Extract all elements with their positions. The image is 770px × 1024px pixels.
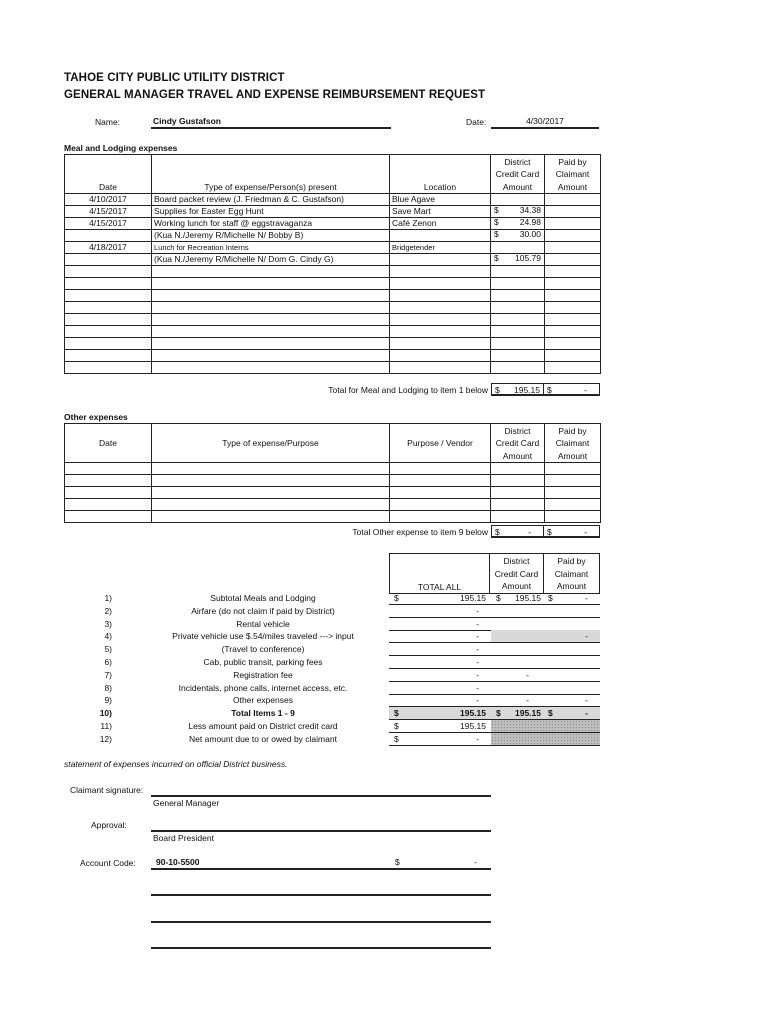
meal-district-value: 34.38: [519, 205, 541, 215]
district-header-line: District: [504, 425, 531, 436]
summary-district-currency: $: [496, 593, 501, 603]
summary-district-header: [490, 554, 544, 593]
account-code-line-4[interactable]: [151, 936, 491, 949]
summary-total-currency: $: [394, 708, 399, 719]
summary-row: [64, 592, 600, 605]
meal-row[interactable]: [65, 302, 601, 314]
meal-location-cell[interactable]: [390, 350, 491, 362]
summary-total-value: 195.15: [460, 708, 486, 719]
meal-location-cell[interactable]: [390, 230, 491, 242]
meal-claimant-cell[interactable]: [545, 230, 601, 242]
meal-date-cell[interactable]: [65, 350, 152, 362]
summary-district-value: -: [526, 669, 529, 680]
district-header-line: Amount: [502, 181, 533, 192]
row-underline: [389, 745, 600, 746]
summary-item-label: Registration fee: [233, 669, 293, 680]
summary-claimant-value: -: [585, 708, 588, 719]
claimant-header-line: Paid by: [557, 556, 586, 566]
summary-row: [64, 707, 600, 720]
meal-date-cell[interactable]: 4/18/2017: [65, 242, 152, 254]
meal-district-cell[interactable]: [491, 302, 545, 314]
meal-location-cell[interactable]: [390, 338, 491, 350]
summary-district-value: -: [526, 695, 529, 706]
other-header-row: [65, 424, 601, 463]
district-header-line: Amount: [502, 450, 533, 461]
col-location-header: Location: [390, 155, 491, 194]
meal-district-cell[interactable]: [491, 362, 545, 374]
meal-district-cell[interactable]: [491, 338, 545, 350]
claimant-header-line: Amount: [557, 181, 588, 192]
other-col-district-header: [491, 424, 545, 463]
summary-claimant-value: -: [585, 631, 588, 642]
summary-row: [64, 605, 600, 618]
other-row[interactable]: [65, 511, 601, 523]
account-code-label: Account Code:: [80, 858, 136, 868]
summary-total-currency: $: [394, 721, 399, 731]
summary-total-value: 195.15: [460, 593, 486, 603]
claimant-header-line: Paid by: [558, 156, 587, 167]
currency: $: [495, 527, 500, 537]
meal-row[interactable]: [65, 362, 601, 374]
summary-item-label: Airfare (do not claim if paid by District): [191, 605, 335, 616]
claimant-header-line: Claimant: [555, 169, 590, 179]
meal-type-cell[interactable]: [152, 302, 390, 314]
meal-type-cell[interactable]: Board packet review (J. Friedman & C. Gustafson): [152, 194, 390, 206]
summary-item-number: 6): [104, 657, 112, 667]
summary-header: [389, 553, 600, 594]
meal-claimant-cell[interactable]: [545, 242, 601, 254]
meal-total-claimant: [544, 383, 600, 396]
meal-row[interactable]: [65, 314, 601, 326]
shaded-cell: [491, 733, 600, 746]
claimant-header-line: Amount: [556, 581, 587, 591]
summary-row: [64, 682, 600, 695]
meal-date-cell[interactable]: [65, 302, 152, 314]
meal-row[interactable]: [65, 230, 601, 242]
meal-date-cell[interactable]: [65, 230, 152, 242]
meal-row[interactable]: [65, 278, 601, 290]
currency: $: [494, 217, 499, 227]
meal-location-cell[interactable]: Blue Agave: [390, 194, 491, 206]
account-code-value: 90-10-5500: [156, 857, 200, 867]
meal-claimant-cell[interactable]: [545, 266, 601, 278]
summary-row: [64, 656, 600, 669]
meal-date-cell[interactable]: 4/10/2017: [65, 194, 152, 206]
summary-claimant-header: [544, 554, 600, 593]
meal-date-cell[interactable]: [65, 338, 152, 350]
meal-date-cell[interactable]: [65, 266, 152, 278]
meal-row[interactable]: [65, 338, 601, 350]
account-code-line-2[interactable]: [151, 883, 491, 896]
col-date-header: Date: [65, 155, 152, 194]
meal-district-cell[interactable]: [491, 350, 545, 362]
meal-row[interactable]: [65, 266, 601, 278]
other-col-type-header: Type of expense/Purpose: [152, 424, 390, 463]
summary-district-value: 195.15: [515, 593, 541, 603]
date-label: Date:: [466, 117, 487, 127]
meal-type-cell[interactable]: [152, 326, 390, 338]
meal-type-cell[interactable]: Working lunch for staff @ eggstravaganza: [152, 218, 390, 230]
claimant-title: General Manager: [153, 798, 220, 808]
district-header-line: Credit Card: [495, 169, 540, 179]
meal-date-cell[interactable]: [65, 290, 152, 302]
summary-total-value: -: [476, 644, 479, 655]
summary-item-number: 7): [104, 669, 112, 680]
summary-item-number: 4): [104, 631, 112, 642]
meal-row[interactable]: [65, 254, 601, 266]
summary-item-label: Net amount due to or owed by claimant: [189, 733, 337, 744]
meal-location-cell[interactable]: [390, 278, 491, 290]
currency: $: [494, 253, 499, 263]
meal-type-cell[interactable]: [152, 290, 390, 302]
meal-claimant-cell[interactable]: [545, 290, 601, 302]
date-field[interactable]: 4/30/2017: [491, 116, 599, 129]
meal-district-cell[interactable]: [491, 326, 545, 338]
other-row[interactable]: [65, 499, 601, 511]
other-col-vendor-header: Purpose / Vendor: [390, 424, 491, 463]
summary-total-header: TOTAL ALL: [417, 582, 462, 592]
shaded-cell: [491, 720, 600, 733]
meal-type-cell[interactable]: [152, 314, 390, 326]
meal-section-title: Meal and Lodging expenses: [64, 143, 178, 153]
district-header-line: Credit Card: [494, 568, 539, 579]
account-amount: -: [474, 857, 477, 867]
meal-type-cell[interactable]: [152, 362, 390, 374]
meal-district-cell[interactable]: [491, 206, 545, 227]
meal-district-cell[interactable]: [491, 290, 545, 302]
other-row[interactable]: [65, 487, 601, 499]
meal-location-cell[interactable]: [390, 266, 491, 278]
approval-title: Board President: [153, 833, 214, 843]
summary-item-number: 2): [104, 605, 112, 616]
summary-total-value: -: [476, 631, 479, 642]
meal-date-cell[interactable]: 4/15/2017: [65, 206, 152, 218]
meal-lodging-table: [64, 154, 601, 374]
summary-item-number: 11): [100, 721, 112, 731]
meal-row[interactable]: [65, 326, 601, 338]
summary-row: [64, 720, 600, 733]
form-title: GENERAL MANAGER TRAVEL AND EXPENSE REIMBURSEMENT REQUEST: [64, 89, 486, 101]
meal-row[interactable]: [65, 218, 601, 230]
meal-date-cell[interactable]: [65, 314, 152, 326]
other-section-title: Other expenses: [64, 412, 128, 422]
currency: $: [547, 527, 552, 537]
currency: $: [494, 205, 499, 215]
approval-label: Approval:: [91, 820, 127, 830]
summary-item-label: Cab, public transit, parking fees: [203, 657, 323, 667]
other-expenses-table: [64, 423, 601, 523]
summary-item-number: 10): [99, 708, 112, 719]
col-claimant-header: [545, 155, 601, 194]
meal-district-cell[interactable]: [491, 266, 545, 278]
meal-location-cell[interactable]: [390, 326, 491, 338]
meal-row[interactable]: [65, 206, 601, 218]
summary-claimant-currency: $: [548, 593, 553, 603]
meal-row[interactable]: [65, 242, 601, 254]
summary-item-number: 12): [99, 733, 112, 744]
other-total-district: [491, 525, 544, 538]
currency: $: [494, 229, 499, 239]
other-col-claimant-header: [545, 424, 601, 463]
meal-total-district: [491, 383, 544, 396]
meal-type-cell[interactable]: (Kua N./Jeremy R/Michelle N/ Bobby B): [152, 230, 390, 242]
meal-location-cell[interactable]: [390, 290, 491, 302]
meal-date-cell[interactable]: [65, 254, 152, 266]
claimant-header-line: Claimant: [555, 438, 590, 448]
meal-total-label: Total for Meal and Lodging to item 1 below: [328, 385, 488, 395]
meal-location-cell[interactable]: [390, 362, 491, 374]
district-header-line: District: [503, 556, 530, 566]
meal-location-cell[interactable]: [390, 254, 491, 266]
col-district-header: [491, 155, 545, 194]
summary-total-value: -: [476, 682, 479, 693]
summary-claimant-value: -: [585, 593, 588, 603]
meal-type-cell[interactable]: [152, 266, 390, 278]
summary-row: [64, 669, 600, 682]
meal-district-cell[interactable]: [491, 278, 545, 290]
other-row[interactable]: [65, 463, 601, 475]
summary-total-currency: $: [394, 593, 399, 603]
meal-type-cell[interactable]: Lunch for Recreation Interns: [152, 242, 390, 254]
summary-row: [64, 733, 600, 746]
meal-row[interactable]: [65, 194, 601, 206]
meal-district-cell[interactable]: [491, 254, 545, 266]
summary-item-label: Other expenses: [232, 695, 293, 706]
meal-district-value: 105.79: [515, 253, 541, 263]
summary-total-value: -: [476, 605, 479, 616]
summary-item-number: 5): [104, 644, 112, 655]
summary-total-value: -: [476, 618, 479, 629]
summary-row: [64, 618, 600, 631]
summary-total-value: -: [476, 669, 479, 680]
statement-text: statement of expenses incurred on official District business.: [64, 759, 288, 769]
meal-claimant-cell[interactable]: [545, 254, 601, 266]
summary-total-header-cell: [389, 554, 490, 593]
summary-item-label: Subtotal Meals and Lodging: [210, 593, 316, 603]
summary-claimant-currency: $: [548, 708, 553, 719]
meal-district-value: 30.00: [519, 229, 541, 239]
meal-location-cell[interactable]: [390, 302, 491, 314]
account-code-line-3[interactable]: [151, 910, 491, 923]
meal-type-cell[interactable]: [152, 338, 390, 350]
col-type-header: Type of expense/Person(s) present: [152, 155, 390, 194]
meal-claimant-cell[interactable]: [545, 194, 601, 206]
claimant-header-line: Claimant: [554, 568, 589, 579]
summary-item-label: Less amount paid on District credit card: [188, 721, 338, 731]
meal-claimant-cell[interactable]: [545, 350, 601, 362]
name-label: Name:: [95, 117, 121, 127]
meal-district-cell[interactable]: [491, 218, 545, 239]
meal-claimant-cell[interactable]: [545, 338, 601, 350]
claimant-signature-line[interactable]: [151, 783, 491, 797]
summary-district-value: 195.15: [515, 708, 541, 719]
summary-total-currency: $: [394, 733, 399, 744]
meal-location-cell[interactable]: Café Zenon: [390, 218, 491, 230]
summary-claimant-value: -: [585, 695, 588, 706]
claimant-header-line: Amount: [557, 450, 588, 461]
summary-district-currency: $: [496, 708, 501, 719]
district-header-line: Credit Card: [495, 438, 540, 448]
claimant-signature-label: Claimant signature:: [70, 785, 144, 795]
claimant-header-line: Paid by: [558, 425, 587, 436]
other-total-claimant-value: -: [584, 527, 587, 537]
account-code-line[interactable]: [151, 856, 491, 870]
summary-row: [64, 694, 600, 707]
meal-claimant-cell[interactable]: [545, 302, 601, 314]
summary-row: [64, 630, 600, 643]
meal-type-cell[interactable]: [152, 278, 390, 290]
other-total-label: Total Other expense to item 9 below: [352, 527, 488, 537]
summary-item-label: Total Items 1 - 9: [231, 708, 295, 719]
org-title: TAHOE CITY PUBLIC UTILITY DISTRICT: [64, 72, 285, 84]
other-total-claimant: [544, 525, 600, 538]
meal-total-claimant-value: -: [584, 385, 587, 395]
other-total-district-value: -: [528, 527, 531, 537]
meal-total-district-value: 195.15: [514, 385, 540, 395]
meal-type-cell[interactable]: Supplies for Easter Egg Hunt: [152, 206, 390, 218]
summary-row: [64, 643, 600, 656]
meal-district-value: 24.98: [519, 217, 541, 227]
meal-district-cell[interactable]: [491, 242, 545, 263]
meal-type-cell[interactable]: (Kua N./Jeremy R/Michelle N/ Dom G. Cindy G): [152, 254, 390, 266]
summary-item-number: 8): [104, 682, 112, 693]
meal-row[interactable]: [65, 350, 601, 362]
summary-total-value: -: [476, 695, 479, 706]
meal-district-cell[interactable]: [491, 194, 545, 215]
meal-claimant-cell[interactable]: [545, 314, 601, 326]
meal-claimant-cell[interactable]: [545, 218, 601, 230]
meal-row[interactable]: [65, 290, 601, 302]
summary-item-label: (Travel to conference): [221, 644, 305, 655]
summary-item-label: Private vehicle use $.54/miles traveled ---> input: [172, 631, 354, 642]
meal-date-cell[interactable]: [65, 362, 152, 374]
meal-claimant-cell[interactable]: [545, 206, 601, 218]
summary-item-number: 9): [104, 695, 112, 706]
other-col-date-header: Date: [65, 424, 152, 463]
summary-total-value: -: [476, 733, 479, 744]
meal-type-cell[interactable]: [152, 350, 390, 362]
meal-location-cell[interactable]: Bridgetender: [390, 242, 491, 254]
district-header-line: Amount: [501, 581, 532, 591]
account-currency: $: [395, 857, 400, 867]
meal-header-row: [65, 155, 601, 194]
meal-location-cell[interactable]: Save Mart: [390, 206, 491, 218]
meal-claimant-cell[interactable]: [545, 278, 601, 290]
other-row[interactable]: [65, 475, 601, 487]
meal-date-cell[interactable]: 4/15/2017: [65, 218, 152, 230]
currency: $: [495, 385, 500, 395]
summary-total-value: -: [476, 657, 479, 667]
summary-item-label: Incidentals, phone calls, internet access, etc.: [178, 682, 348, 693]
meal-location-cell[interactable]: [390, 314, 491, 326]
summary-item-number: 3): [104, 618, 112, 629]
meal-claimant-cell[interactable]: [545, 326, 601, 338]
summary-total-value: 195.15: [460, 721, 486, 731]
currency: $: [547, 385, 552, 395]
summary-item-number: 1): [104, 593, 112, 603]
meal-date-cell[interactable]: [65, 326, 152, 338]
district-header-line: District: [504, 156, 531, 167]
meal-date-cell[interactable]: [65, 278, 152, 290]
summary-item-label: Rental vehicle: [236, 618, 290, 629]
approval-signature-line[interactable]: [151, 818, 491, 832]
name-field[interactable]: Cindy Gustafson: [151, 116, 391, 129]
meal-district-cell[interactable]: [491, 314, 545, 326]
meal-claimant-cell[interactable]: [545, 362, 601, 374]
meal-district-cell[interactable]: [491, 230, 545, 242]
